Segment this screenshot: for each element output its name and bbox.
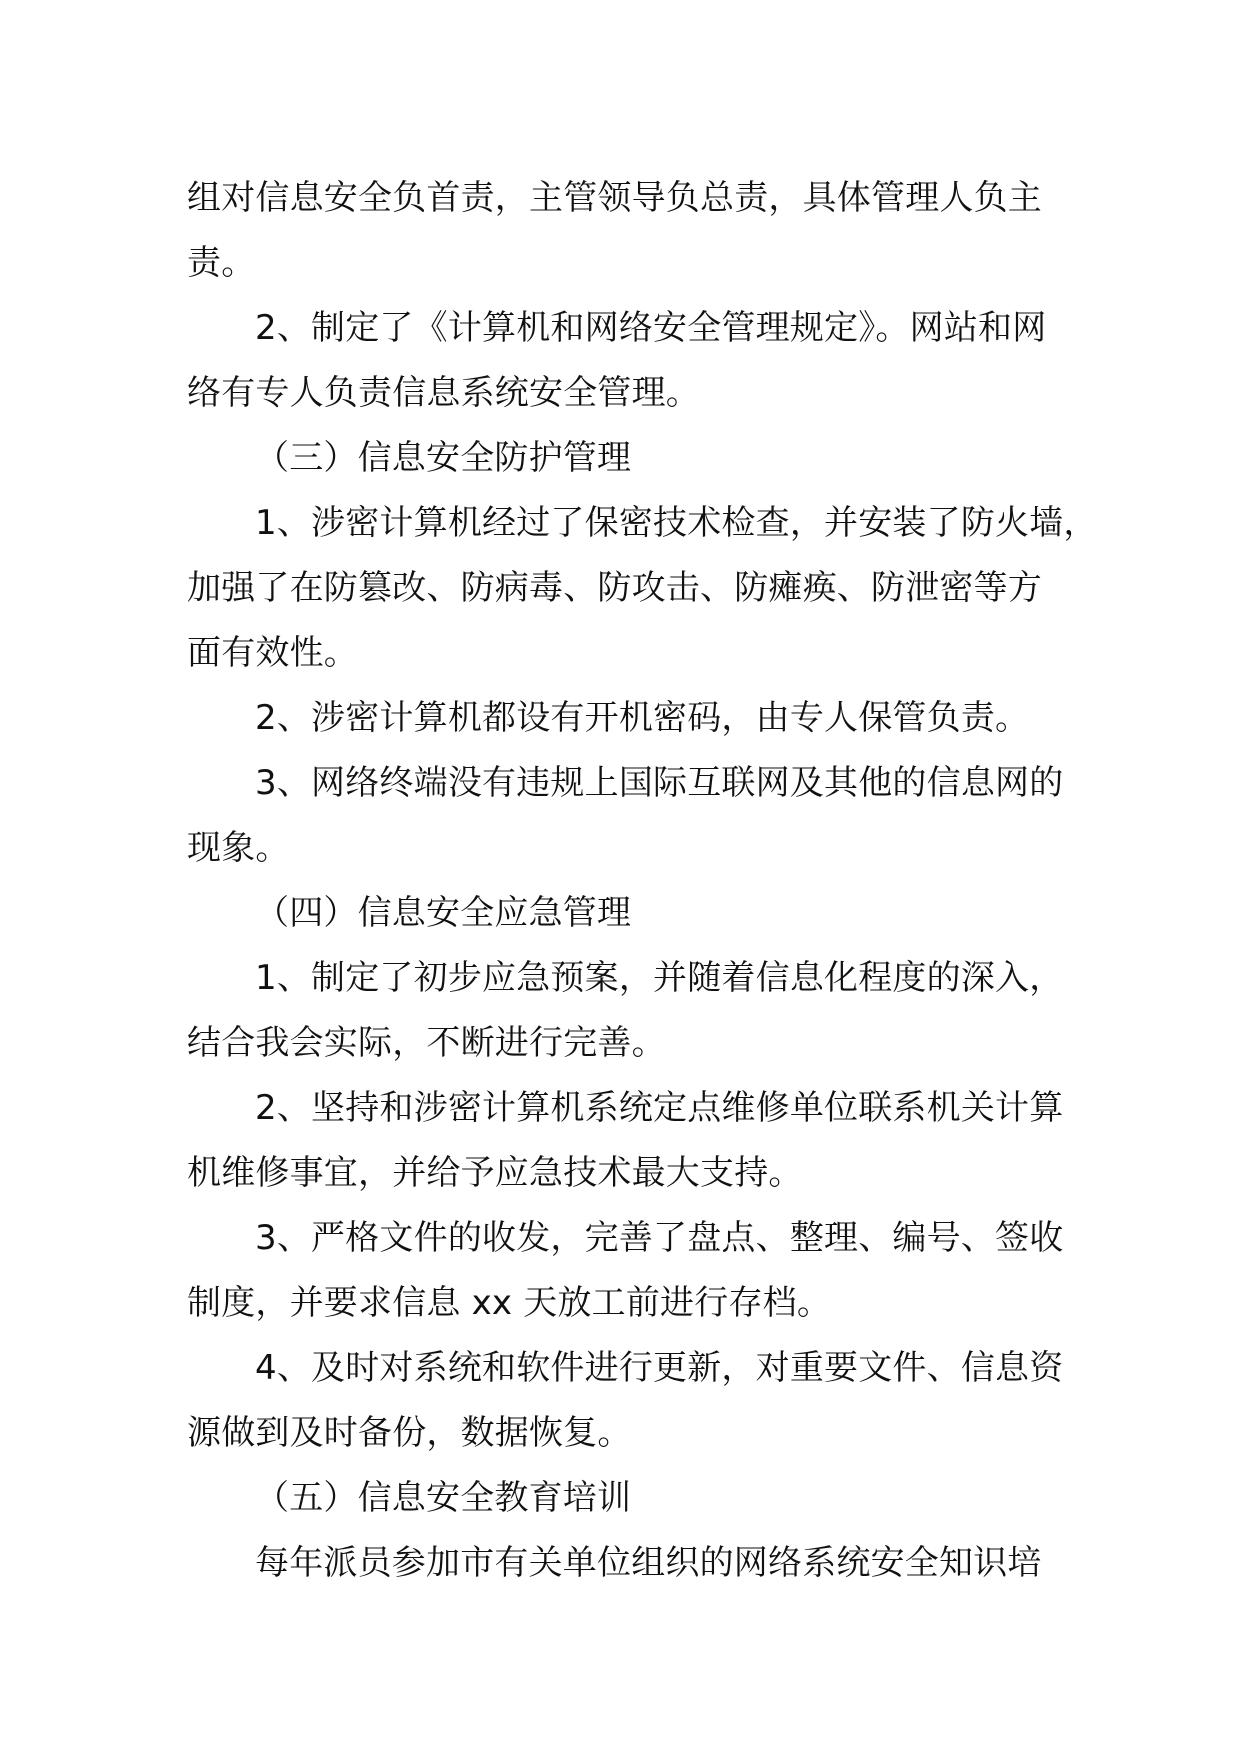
paragraph-4-2-line-1: 2、坚持和涉密计算机系统定点维修单位联系机关计算 [255,1088,1064,1128]
document-body [187,166,1098,1596]
paragraph-3-1 [187,491,1098,686]
section-heading-3 [187,426,1077,491]
section-heading-5 [187,1466,1077,1531]
paragraph-4-4-line-2: 源做到及时备份，数据恢复。 [187,1413,632,1453]
paragraph-2-line-1: 2、制定了《计算机和网络安全管理规定》。网站和网 [255,308,1047,348]
paragraph-4-1-line-2: 结合我会实际，不断进行完善。 [187,1023,666,1063]
section-heading-4-text: （四）信息安全应急管理 [255,893,632,933]
paragraph-4-2-line-2: 机维修事宜，并给予应急技术最大支持。 [187,1153,803,1193]
paragraph-3-3-line-2: 现象。 [187,828,290,868]
paragraph-4-3-line-2: 制度，并要求信息 xx 天放工前进行存档。 [187,1283,832,1323]
paragraph-1-line-1: 组对信息安全负首责，主管领导负总责，具体管理人负主 [187,178,1042,218]
paragraph-4-1 [187,946,1077,1076]
section-heading-4 [187,881,1077,946]
section-heading-5-text: （五）信息安全教育培训 [255,1478,632,1518]
paragraph-5-1-line-1: 每年派员参加市有关单位组织的网络系统安全知识培 [255,1543,1042,1583]
paragraph-3-1-line-3: 面有效性。 [187,633,358,673]
paragraph-1-line-2: 责。 [187,243,256,283]
paragraph-4-1-line-1: 1、制定了初步应急预案，并随着信息化程度的深入， [255,958,1064,998]
paragraph-3-1-line-2: 加强了在防篡改、防病毒、防攻击、防瘫痪、防泄密等方 [187,568,1042,608]
paragraph-3-3 [187,751,1077,881]
paragraph-1 [187,166,1077,296]
paragraph-5-1 [187,1531,1077,1596]
paragraph-3-2 [187,686,1077,751]
paragraph-3-3-line-1: 3、网络终端没有违规上国际互联网及其他的信息网的 [255,763,1064,803]
paragraph-2-line-2: 络有专人负责信息系统安全管理。 [187,373,700,413]
paragraph-4-3 [187,1206,1077,1336]
paragraph-4-4-line-1: 4、及时对系统和软件进行更新，对重要文件、信息资 [255,1348,1064,1388]
paragraph-3-2-line-1: 2、涉密计算机都设有开机密码，由专人保管负责。 [255,698,1030,738]
section-heading-3-text: （三）信息安全防护管理 [255,438,632,478]
paragraph-4-3-line-1: 3、严格文件的收发，完善了盘点、整理、编号、签收 [255,1218,1064,1258]
paragraph-3-1-line-1: 1、涉密计算机经过了保密技术检查，并安装了防火墙， [255,503,1098,543]
paragraph-2 [187,296,1077,426]
paragraph-4-2 [187,1076,1077,1206]
paragraph-4-4 [187,1336,1077,1466]
